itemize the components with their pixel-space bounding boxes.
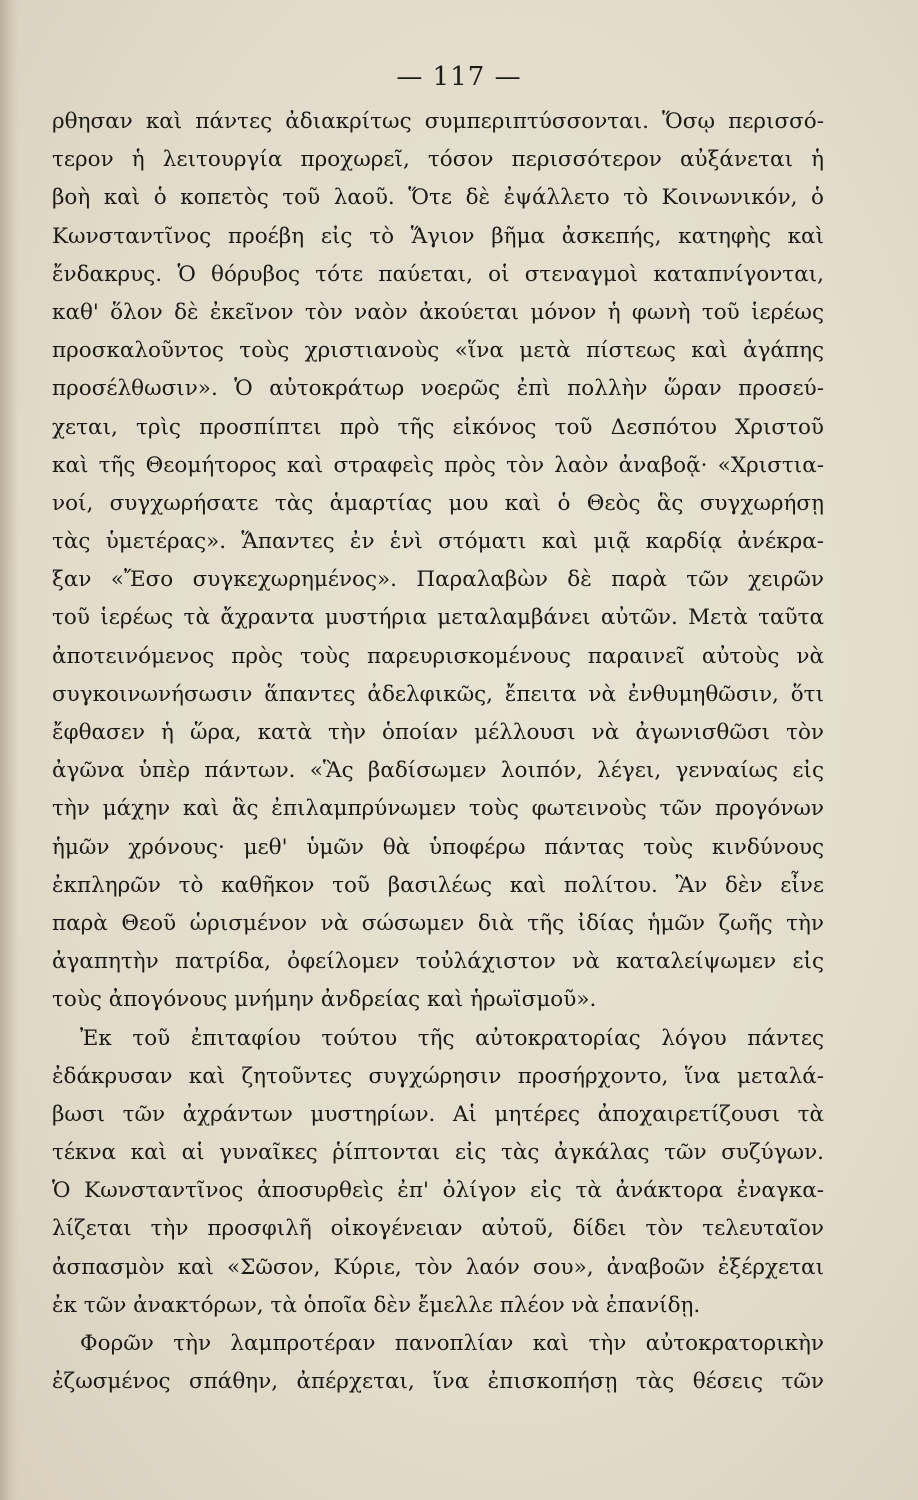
text-line-30: λίζεται τὴν προσφιλῆ οἰκογένειαν αὐτοῦ, δίδει τὸν τελευταῖον (52, 1216, 824, 1242)
text-line-11: νοί, συγχωρήσατε τὰς ἁμαρτίας μου καὶ ὁ Θεὸς ἃς συγχωρήσῃ (52, 490, 824, 516)
text-line-29: Ὁ Κωνσταντῖνος ἀποσυρθεὶς ἐπ' ὀλίγον εἰς τὰ ἀνάκτορα ἐναγκα- (52, 1178, 824, 1204)
text-line-13: ξαν «Ἔσο συγκεχωρημένος». Παραλαβὼν δὲ παρὰ τῶν χειρῶν (52, 567, 824, 593)
text-line-27: βωσι τῶν ἀχράντων μυστηρίων. Αἱ μητέρες ἀποχαιρετίζουσι τὰ (52, 1101, 824, 1127)
text-line-3: βοὴ καὶ ὁ κοπετὸς τοῦ λαοῦ. Ὅτε δὲ ἐψάλλετο τὸ Κοινωνικόν, ὁ (52, 185, 824, 211)
text-line-22: παρὰ Θεοῦ ὡρισμένον νὰ σώσωμεν διὰ τῆς ἰδίας ἡμῶν ζωῆς τὴν (52, 910, 824, 936)
body-text (52, 103, 824, 1401)
text-line-28: τέκνα καὶ αἱ γυναῖκες ῥίπτονται εἰς τὰς ἀγκάλας τῶν συζύγων. (52, 1140, 824, 1166)
text-line-24: τοὺς ἀπογόνους μνήμην ἀνδρείας καὶ ἡρωϊσμοῦ». (52, 987, 597, 1013)
text-line-7: προσκαλοῦντος τοὺς χριστιανοὺς «ἵνα μετὰ πίστεως καὶ ἀγάπης (52, 338, 824, 364)
text-line-33: Φορῶν τὴν λαμπροτέραν πανοπλίαν καὶ τὴν αὐτοκρατορικὴν (80, 1331, 824, 1356)
text-line-34: ἐζωσμένος σπάθην, ἀπέρχεται, ἵνα ἐπισκοπήσῃ τὰς θέσεις τῶν (52, 1369, 824, 1395)
text-line-25: Ἐκ τοῦ ἐπιταφίου τούτου τῆς αὐτοκρατορίας λόγου πάντες (80, 1025, 824, 1051)
text-line-5: ἔνδακρυς. Ὁ θόρυβος τότε παύεται, οἱ στεναγμοὶ καταπνίγονται, (52, 261, 824, 287)
text-line-4: Κωνσταντῖνος προέβη εἰς τὸ Ἅγιον βῆμα ἀσκεπής, κατηφὴς καὶ (52, 223, 824, 249)
text-line-16: συγκοινωνήσωσιν ἅπαντες ἀδελφικῶς, ἔπειτα νὰ ἐνθυμηθῶσιν, ὅτι (52, 681, 824, 707)
text-line-26: ἐδάκρυσαν καὶ ζητοῦντες συγχώρησιν προσήρχοντο, ἵνα μεταλά- (52, 1063, 824, 1089)
text-line-32: ἐκ τῶν ἀνακτόρων, τὰ ὁποῖα δὲν ἔμελλε πλέον νὰ ἐπανίδῃ. (52, 1292, 701, 1318)
text-line-10: καὶ τῆς Θεομήτορος καὶ στραφεὶς πρὸς τὸν λαὸν ἀναβοᾷ· «Χριστια- (52, 452, 824, 478)
text-line-21: ἐκπληρῶν τὸ καθῆκον τοῦ βασιλέως καὶ πολίτου. Ἂν δὲν εἶνε (52, 872, 824, 898)
text-line-9: χεται, τρὶς προσπίπτει πρὸ τῆς εἰκόνος τοῦ Δεσπότου Χριστοῦ (52, 414, 824, 440)
binding-edge (0, 0, 18, 1500)
text-line-20: ἡμῶν χρόνους· μεθ' ὑμῶν θὰ ὑποφέρω πάντας τοὺς κινδύνους (52, 834, 824, 860)
text-line-8: προσέλθωσιν». Ὁ αὐτοκράτωρ νοερῶς ἐπὶ πολλὴν ὥραν προσεύ- (52, 376, 824, 402)
text-line-2: τερον ἡ λειτουργία προχωρεῖ, τόσον περισσότερον αὐξάνεται ἡ (52, 147, 824, 173)
text-line-1: ρθησαν καὶ πάντες ἀδιακρίτως συμπεριπτύσσονται. Ὅσῳ περισσό- (52, 109, 824, 134)
text-line-14: τοῦ ἱερέως τὰ ἄχραντα μυστήρια μεταλαμβάνει αὐτῶν. Μετὰ ταῦτα (52, 605, 824, 631)
text-line-6: καθ' ὅλον δὲ ἐκεῖνον τὸν ναὸν ἀκούεται μόνον ἡ φωνὴ τοῦ ἱερέως (52, 299, 824, 325)
text-line-15: ἀποτεινόμενος πρὸς τοὺς παρευρισκομένους παραινεῖ αὐτοὺς νὰ (52, 643, 824, 669)
text-line-12: τὰς ὑμετέρας». Ἅπαντες ἐν ἑνὶ στόματι καὶ μιᾷ καρδίᾳ ἀνέκρα- (52, 529, 824, 555)
text-line-31: ἀσπασμὸν καὶ «Σῶσον, Κύριε, τὸν λαόν σου», ἀναβοῶν ἐξέρχεται (52, 1254, 824, 1280)
text-line-18: ἀγῶνα ὑπὲρ πάντων. «Ἃς βαδίσωμεν λοιπόν, λέγει, γενναίως εἰς (52, 758, 824, 784)
page-number: — 117 — (396, 62, 522, 92)
text-line-19: τὴν μάχην καὶ ἃς ἐπιλαμπρύνωμεν τοὺς φωτεινοὺς τῶν προγόνων (52, 796, 824, 822)
text-line-17: ἔφθασεν ἡ ὥρα, κατὰ τὴν ὁποίαν μέλλουσι νὰ ἀγωνισθῶσι τὸν (52, 720, 824, 745)
text-line-23: ἀγαπητὴν πατρίδα, ὀφείλομεν τοὐλάχιστον νὰ καταλείψωμεν εἰς (52, 949, 824, 975)
